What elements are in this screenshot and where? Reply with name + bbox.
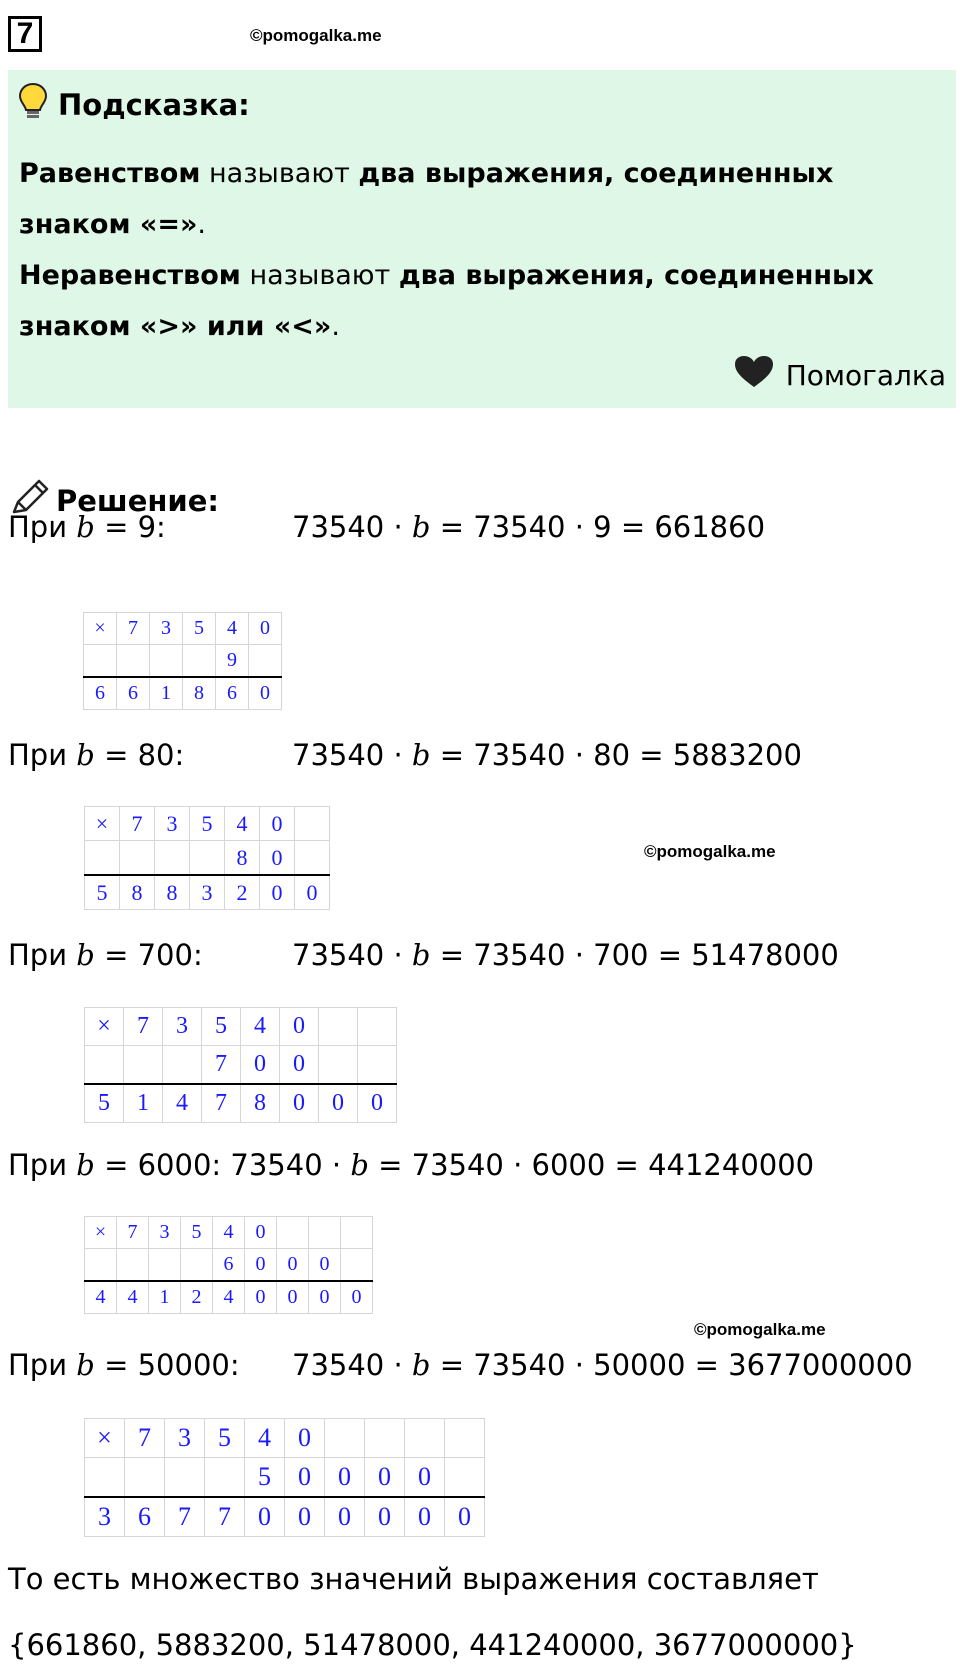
digit-cell [365,1419,405,1458]
case-5-prefix: При [8,1348,77,1382]
digit-cell: 4 [117,1281,149,1314]
grid-row [85,1497,485,1537]
digit-cell [155,841,190,876]
grid-row [85,1281,373,1314]
hint-text [19,148,939,352]
case-1-expr-a: 73540 · [292,510,412,544]
hint-inequality [19,250,939,352]
case-1-cond: = 9: [94,510,166,544]
case-5-multiplication-table [84,1418,485,1537]
digit-cell: 0 [309,1281,341,1314]
term-equality: Равенством [19,158,201,189]
multiply-sign: × [85,1419,125,1458]
case-4-condition [8,1148,814,1182]
multiply-sign: × [85,1008,124,1046]
case-5-cond: = 50000: [94,1348,240,1382]
digit-cell: 6 [125,1497,165,1537]
digit-cell [295,841,330,876]
grid-row [85,875,330,910]
digit-cell: 4 [245,1419,285,1458]
case-3-condition [8,938,203,972]
digit-cell: 0 [245,1217,277,1249]
case-3-var: b [76,938,95,972]
digit-cell: 2 [225,875,260,910]
digit-cell: 0 [365,1458,405,1498]
digit-cell: 4 [163,1084,202,1123]
heart-icon [734,355,774,396]
case-5-var: b [76,1348,95,1382]
grid-row [85,1217,373,1249]
digit-cell: 6 [84,677,117,710]
digit-cell [405,1419,445,1458]
digit-cell: 4 [213,1281,245,1314]
definition-equality: два выражения, соединенных знаком «=» [19,158,834,240]
grid-row [85,1419,485,1458]
case-1-multiplication-table [83,612,282,710]
digit-cell: 8 [183,677,216,710]
case-3-cond: = 700: [94,938,203,972]
case-2-prefix: При [8,738,77,772]
digit-cell: 4 [216,613,249,645]
digit-cell: 0 [285,1458,325,1498]
digit-cell: 5 [85,1084,124,1123]
grid-row [84,613,282,645]
digit-cell: 0 [309,1249,341,1282]
digit-cell [190,841,225,876]
case-4-expr-a: 73540 · [221,1148,351,1182]
digit-cell: 3 [190,875,225,910]
digit-cell: 1 [124,1084,163,1123]
digit-cell: 0 [277,1249,309,1282]
case-3-expr-a: 73540 · [292,938,412,972]
watermark: ©pomogalka.me [250,26,382,45]
solution-title-text: Решение: [56,483,220,518]
grid-row [85,1046,397,1085]
case-4-cond: = 6000: [94,1148,222,1182]
digit-cell: 5 [183,613,216,645]
digit-cell: 6 [213,1249,245,1282]
case-2-multiplication-table [84,806,330,910]
lightbulb-icon [18,82,48,127]
digit-cell: 0 [280,1084,319,1123]
digit-cell: 3 [165,1419,205,1458]
digit-cell [124,1046,163,1085]
term-inequality: Неравенством [19,260,241,291]
grid-row [85,1458,485,1498]
digit-cell: 4 [85,1281,117,1314]
digit-cell [125,1458,165,1498]
digit-cell: 7 [165,1497,205,1537]
case-5-expr-var: b [411,1348,431,1382]
case-1-var: b [76,510,95,544]
digit-cell: 5 [205,1419,245,1458]
digit-cell: 0 [405,1458,445,1498]
digit-cell [205,1458,245,1498]
digit-cell [277,1217,309,1249]
digit-cell: 0 [249,613,282,645]
digit-cell: 2 [181,1281,213,1314]
digit-cell: 0 [325,1458,365,1498]
digit-cell [120,841,155,876]
digit-cell [445,1419,485,1458]
case-2-condition [8,738,184,772]
grid-row [85,807,330,841]
digit-cell: 9 [216,645,249,678]
case-5-condition [8,1348,240,1382]
hint-title-text: Подсказка: [58,87,250,122]
case-1-expr-b: = 73540 · 9 = 661860 [430,510,766,544]
case-5-expression [292,1348,913,1382]
digit-cell [149,1249,181,1282]
grid-row [85,1084,397,1123]
hint-text-1: называют [200,158,359,189]
digit-cell: 3 [149,1217,181,1249]
hint-text-4: . [331,311,340,342]
digit-cell [309,1217,341,1249]
case-3-expr-b: = 73540 · 700 = 51478000 [430,938,839,972]
case-1-prefix: При [8,510,77,544]
hint-title [18,82,250,127]
digit-cell [85,1458,125,1498]
digit-cell: 5 [245,1458,285,1498]
digit-cell: 7 [117,1217,149,1249]
digit-cell: 4 [213,1217,245,1249]
brand [734,355,946,396]
digit-cell: 7 [205,1497,245,1537]
digit-cell: 0 [325,1497,365,1537]
digit-cell: 0 [285,1419,325,1458]
case-5-expr-b: = 73540 · 50000 = 3677000000 [430,1348,913,1382]
digit-cell [325,1419,365,1458]
digit-cell: 7 [125,1419,165,1458]
case-2-expr-b: = 73540 · 80 = 5883200 [430,738,802,772]
digit-cell: 0 [260,875,295,910]
digit-cell [358,1046,397,1085]
hint-text-3: называют [240,260,399,291]
digit-cell [249,645,282,678]
case-1-condition [8,510,166,544]
case-2-expr-var: b [411,738,431,772]
digit-cell [445,1458,485,1498]
digit-cell: 0 [445,1497,485,1537]
brand-label: Помогалка [785,359,946,392]
digit-cell: 0 [245,1281,277,1314]
digit-cell: 0 [280,1008,319,1046]
digit-cell [183,645,216,678]
digit-cell: 4 [241,1008,280,1046]
digit-cell: 3 [85,1497,125,1537]
task-number: 7 [8,16,42,52]
digit-cell [117,645,150,678]
digit-cell: 3 [155,807,190,841]
grid-row [84,645,282,678]
digit-cell [150,645,183,678]
case-5-expr-a: 73540 · [292,1348,412,1382]
digit-cell: 7 [202,1084,241,1123]
digit-cell [85,1046,124,1085]
digit-cell: 5 [85,875,120,910]
digit-cell: 0 [280,1046,319,1085]
digit-cell [319,1046,358,1085]
digit-cell: 5 [181,1217,213,1249]
case-4-var: b [76,1148,95,1182]
digit-cell [358,1008,397,1046]
digit-cell [341,1249,373,1282]
digit-cell: 1 [150,677,183,710]
case-1-expression [292,510,765,544]
grid-row [85,1249,373,1282]
case-4-multiplication-table [84,1216,373,1314]
digit-cell: 0 [260,807,295,841]
digit-cell: 5 [202,1008,241,1046]
case-2-cond: = 80: [94,738,185,772]
digit-cell [181,1249,213,1282]
multiply-sign: × [85,1217,117,1249]
digit-cell: 3 [150,613,183,645]
digit-cell: 7 [202,1046,241,1085]
digit-cell: 1 [149,1281,181,1314]
digit-cell [341,1217,373,1249]
hint-equality [19,148,939,250]
digit-cell: 7 [120,807,155,841]
case-4-prefix: При [8,1148,77,1182]
multiply-sign: × [85,807,120,841]
grid-row [84,677,282,710]
digit-cell: 8 [241,1084,280,1123]
digit-cell [84,645,117,678]
digit-cell [85,1249,117,1282]
digit-cell: 0 [249,677,282,710]
case-2-expression [292,738,802,772]
digit-cell: 5 [190,807,225,841]
digit-cell [117,1249,149,1282]
digit-cell: 6 [117,677,150,710]
digit-cell: 0 [358,1084,397,1123]
digit-cell: 0 [319,1084,358,1123]
digit-cell: 0 [295,875,330,910]
digit-cell: 8 [155,875,190,910]
digit-cell: 0 [241,1046,280,1085]
case-1-expr-var: b [411,510,431,544]
digit-cell: 3 [163,1008,202,1046]
digit-cell: 0 [285,1497,325,1537]
digit-cell: 8 [225,841,260,876]
digit-cell: 7 [124,1008,163,1046]
case-3-prefix: При [8,938,77,972]
digit-cell: 0 [245,1497,285,1537]
case-3-multiplication-table [84,1007,397,1123]
case-2-expr-a: 73540 · [292,738,412,772]
digit-cell: 0 [245,1249,277,1282]
digit-cell: 0 [365,1497,405,1537]
digit-cell [319,1008,358,1046]
digit-cell: 4 [225,807,260,841]
grid-row [85,1008,397,1046]
digit-cell: 6 [216,677,249,710]
answer-set: {661860, 5883200, 51478000, 441240000, 3677000000} [8,1628,857,1662]
digit-cell [163,1046,202,1085]
case-3-expr-var: b [411,938,431,972]
hint-text-2: . [197,209,207,240]
definition-inequality: два выражения, соединенных знаком «>» или «<» [19,260,874,342]
digit-cell [295,807,330,841]
digit-cell [85,841,120,876]
digit-cell: 8 [120,875,155,910]
digit-cell [165,1458,205,1498]
digit-cell: 0 [260,841,295,876]
case-3-expression [292,938,839,972]
watermark-2: ©pomogalka.me [644,842,776,861]
case-2-var: b [76,738,95,772]
case-4-expr-b: = 73540 · 6000 = 441240000 [368,1148,815,1182]
case-4-expr-var: b [350,1148,369,1182]
watermark-3: ©pomogalka.me [694,1320,826,1339]
grid-row [85,841,330,876]
digit-cell: 0 [405,1497,445,1537]
digit-cell: 0 [341,1281,373,1314]
multiply-sign: × [84,613,117,645]
conclusion-text: То есть множество значений выражения составляет [8,1562,819,1596]
digit-cell: 7 [117,613,150,645]
digit-cell: 0 [277,1281,309,1314]
